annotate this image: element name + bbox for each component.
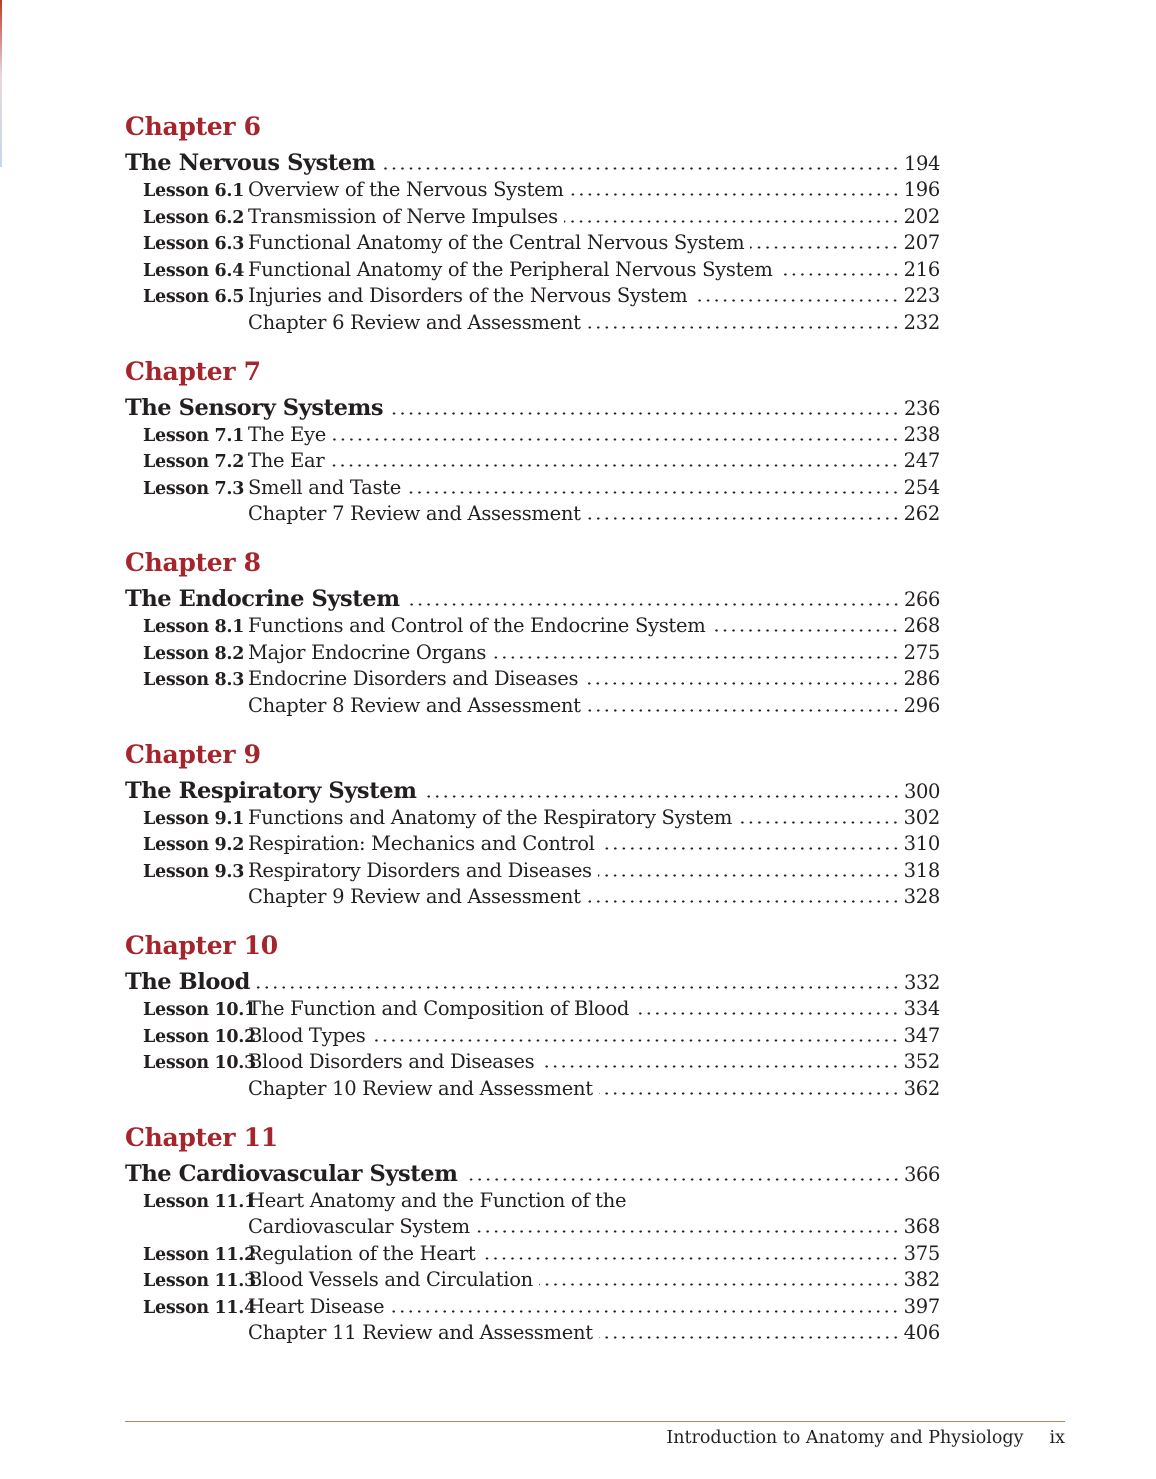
- chapter-title-entry[interactable]: [125, 777, 940, 805]
- page-number: 375: [903, 1241, 940, 1265]
- page-number: 207: [903, 231, 940, 254]
- dot-leader: [407, 491, 900, 494]
- dot-leader: [256, 986, 900, 989]
- lesson-title: Functions and Anatomy of the Respiratory System: [248, 805, 733, 829]
- page-number: 196: [903, 178, 940, 201]
- chapter-section: [125, 108, 940, 336]
- page-number: 328: [903, 885, 940, 908]
- page-number: 362: [903, 1076, 940, 1100]
- lesson-title: The Function and Composition of Blood: [248, 997, 630, 1020]
- chapter-heading: Chapter 11: [125, 1122, 278, 1152]
- lesson-title: Chapter 6 Review and Assessment: [248, 310, 581, 334]
- lesson-label: Lesson 6.5: [143, 287, 245, 307]
- lesson-entry[interactable]: [125, 666, 940, 693]
- dot-leader: [587, 709, 900, 712]
- dot-leader: [693, 299, 899, 302]
- chapter-title-entry[interactable]: [125, 1160, 940, 1188]
- chapter-section: [125, 927, 940, 1102]
- dot-leader: [601, 847, 900, 850]
- lesson-label: Lesson 8.1: [143, 617, 245, 637]
- lesson-entry[interactable]: [125, 1049, 940, 1076]
- page-number: 368: [903, 1215, 940, 1238]
- dot-leader: [332, 438, 900, 441]
- lesson-title: Chapter 7 Review and Assessment: [248, 502, 581, 525]
- lesson-entry[interactable]: [125, 177, 940, 204]
- dot-leader: [564, 220, 900, 223]
- page-number: 236: [903, 396, 940, 420]
- chapter-title: The Blood: [125, 969, 250, 995]
- page-number: 266: [903, 588, 940, 611]
- page-number: 194: [903, 152, 940, 175]
- review-entry[interactable]: [125, 501, 940, 528]
- dot-leader: [779, 273, 900, 276]
- page-number: 310: [903, 832, 940, 855]
- lesson-entry[interactable]: [125, 230, 940, 257]
- lesson-label: Lesson 6.2: [143, 207, 245, 228]
- footer-book-title: Introduction to Anatomy and Physiology: [666, 1428, 1024, 1448]
- page-number: 382: [903, 1268, 940, 1291]
- lesson-title: Functional Anatomy of the Central Nervous System: [248, 231, 745, 254]
- dot-leader: [423, 795, 900, 798]
- lesson-title: The Eye: [248, 422, 326, 446]
- chapter-heading: Chapter 9: [125, 739, 261, 769]
- lesson-label: Lesson 9.3: [143, 861, 245, 882]
- dot-leader: [587, 517, 900, 520]
- page-number: 352: [903, 1050, 940, 1073]
- dot-leader: [371, 1039, 899, 1042]
- dot-leader: [598, 874, 900, 877]
- lesson-entry[interactable]: [125, 1267, 940, 1294]
- lesson-title: Respiration: Mechanics and Control: [248, 832, 595, 855]
- dot-leader: [464, 1178, 900, 1181]
- dot-leader: [635, 1012, 900, 1015]
- chapter-title: The Respiratory System: [125, 777, 417, 804]
- lesson-label: Lesson 7.1: [143, 425, 245, 446]
- lesson-title: Blood Vessels and Circulation: [248, 1268, 533, 1291]
- dot-leader: [389, 412, 900, 415]
- page-number: 247: [903, 449, 940, 472]
- page-number: 275: [903, 640, 940, 664]
- chapter-title-entry[interactable]: [125, 149, 940, 177]
- lesson-entry[interactable]: [125, 996, 940, 1023]
- lesson-entry[interactable]: [125, 422, 940, 449]
- lesson-label: Lesson 6.1: [143, 181, 245, 201]
- dot-leader: [738, 821, 900, 824]
- chapter-section: [125, 353, 940, 528]
- review-entry[interactable]: [125, 1320, 940, 1347]
- lesson-label: Lesson 9.2: [143, 835, 245, 855]
- review-entry[interactable]: [125, 693, 940, 720]
- dot-leader: [599, 1336, 900, 1339]
- chapter-title: The Cardiovascular System: [125, 1160, 458, 1187]
- chapter-title-entry[interactable]: [125, 968, 940, 996]
- lesson-entry[interactable]: [125, 475, 940, 502]
- lesson-title: Smell and Taste: [248, 475, 401, 499]
- lesson-entry[interactable]: [125, 858, 940, 885]
- lesson-entry[interactable]: [125, 1241, 940, 1268]
- dot-leader: [584, 682, 900, 685]
- lesson-entry[interactable]: [125, 1294, 940, 1321]
- review-entry[interactable]: [125, 1076, 940, 1103]
- page-number: 286: [903, 667, 940, 690]
- chapter-heading: Chapter 10: [125, 931, 278, 960]
- page-footer: [666, 1426, 1065, 1450]
- lesson-title: Chapter 9 Review and Assessment: [248, 885, 581, 908]
- dot-leader: [570, 193, 900, 196]
- page-number: 268: [903, 614, 940, 637]
- page-number: 262: [903, 502, 940, 525]
- lesson-label: Lesson 10.2: [143, 1026, 256, 1047]
- chapter-title: The Sensory Systems: [125, 394, 384, 421]
- dot-leader: [711, 629, 899, 632]
- lesson-entry[interactable]: [125, 805, 940, 832]
- dot-leader: [750, 246, 899, 249]
- page-number: 302: [903, 805, 940, 829]
- lesson-title: Respiratory Disorders and Diseases: [248, 858, 592, 882]
- page-number: 406: [903, 1321, 940, 1344]
- lesson-entry[interactable]: [125, 204, 940, 231]
- footer-divider: [125, 1421, 1065, 1422]
- lesson-entry-continued[interactable]: [125, 1214, 940, 1241]
- lesson-title: Chapter 8 Review and Assessment: [248, 693, 581, 717]
- dot-leader: [406, 603, 900, 606]
- lesson-title: Endocrine Disorders and Diseases: [248, 667, 579, 690]
- lesson-entry[interactable]: [125, 831, 940, 858]
- dot-leader: [390, 1310, 899, 1313]
- page-edge-marker: [0, 0, 2, 167]
- lesson-title: Heart Disease: [248, 1294, 385, 1318]
- lesson-title: Transmission of Nerve Impulses: [248, 204, 558, 228]
- lesson-label: Lesson 8.3: [143, 670, 245, 690]
- lesson-label: Lesson 6.3: [143, 234, 245, 254]
- chapter-section: [125, 736, 940, 911]
- chapter-heading: Chapter 7: [125, 356, 261, 386]
- lesson-title: Blood Types: [248, 1023, 366, 1047]
- lesson-label: Lesson 7.3: [143, 478, 245, 499]
- review-entry[interactable]: [125, 310, 940, 337]
- page-number: 238: [903, 422, 940, 446]
- dot-leader: [492, 656, 900, 659]
- page-number: 318: [903, 858, 940, 882]
- page-number: 300: [903, 779, 940, 803]
- page-number: 216: [903, 257, 940, 281]
- lesson-entry[interactable]: [125, 613, 940, 640]
- lesson-entry[interactable]: [125, 283, 940, 310]
- lesson-entry[interactable]: [125, 1023, 940, 1050]
- chapter-title: The Endocrine System: [125, 586, 400, 612]
- page-number: 296: [903, 693, 940, 717]
- page-number: 202: [903, 204, 940, 228]
- lesson-title: Blood Disorders and Diseases: [248, 1050, 535, 1073]
- chapter-title: The Nervous System: [125, 150, 376, 176]
- lesson-label: Lesson 7.2: [143, 452, 245, 472]
- chapter-title-entry[interactable]: [125, 394, 940, 422]
- lesson-title: Overview of the Nervous System: [248, 178, 564, 201]
- dot-leader: [481, 1257, 899, 1260]
- lesson-label: Lesson 11.1: [143, 1191, 256, 1212]
- chapter-heading: Chapter 6: [125, 112, 261, 141]
- chapter-section: [125, 1119, 940, 1347]
- lesson-title: Functional Anatomy of the Peripheral Nervous System: [248, 257, 773, 281]
- lesson-title: The Ear: [248, 449, 325, 472]
- chapter-heading: Chapter 8: [125, 548, 261, 577]
- lesson-label: Lesson 11.4: [143, 1297, 256, 1318]
- lesson-entry[interactable]: [125, 257, 940, 284]
- review-entry[interactable]: [125, 884, 940, 911]
- page-number: 232: [903, 310, 940, 334]
- dot-leader: [587, 326, 900, 329]
- page-number: 334: [903, 997, 940, 1020]
- dot-leader: [599, 1092, 900, 1095]
- lesson-entry[interactable]: [125, 640, 940, 667]
- chapter-section: [125, 544, 940, 719]
- dot-leader: [587, 900, 900, 903]
- lesson-title: Injuries and Disorders of the Nervous System: [248, 284, 688, 307]
- footer-page-number: ix: [1049, 1428, 1065, 1448]
- lesson-entry[interactable]: [125, 1188, 940, 1215]
- lesson-label: Lesson 11.2: [143, 1244, 256, 1265]
- lesson-label: Lesson 6.4: [143, 260, 245, 281]
- lesson-title: Chapter 11 Review and Assessment: [248, 1321, 593, 1344]
- dot-leader: [540, 1065, 899, 1068]
- lesson-label: Lesson 10.1: [143, 1000, 256, 1020]
- page-number: 366: [903, 1162, 940, 1186]
- page-number: 223: [903, 284, 940, 307]
- page-number: 254: [903, 475, 940, 499]
- lesson-label: Lesson 10.3: [143, 1053, 256, 1073]
- lesson-title: Heart Anatomy and the Function of the: [248, 1188, 627, 1212]
- page-number: 332: [903, 971, 940, 994]
- lesson-title: Chapter 10 Review and Assessment: [248, 1076, 593, 1100]
- lesson-title: Major Endocrine Organs: [248, 640, 487, 664]
- dot-leader: [539, 1283, 900, 1286]
- chapter-title-entry[interactable]: [125, 585, 940, 613]
- lesson-title: Regulation of the Heart: [248, 1241, 476, 1265]
- page-number: 397: [903, 1294, 940, 1318]
- table-of-contents: [125, 108, 940, 1363]
- lesson-label: Lesson 11.3: [143, 1271, 256, 1291]
- dot-leader: [381, 167, 900, 170]
- lesson-entry[interactable]: [125, 448, 940, 475]
- lesson-label: Lesson 9.1: [143, 808, 245, 829]
- lesson-title-continued: Cardiovascular System: [248, 1215, 470, 1238]
- page-number: 347: [903, 1023, 940, 1047]
- dot-leader: [476, 1230, 900, 1233]
- lesson-label: Lesson 8.2: [143, 643, 245, 664]
- lesson-title: Functions and Control of the Endocrine System: [248, 614, 706, 637]
- dot-leader: [330, 464, 899, 467]
